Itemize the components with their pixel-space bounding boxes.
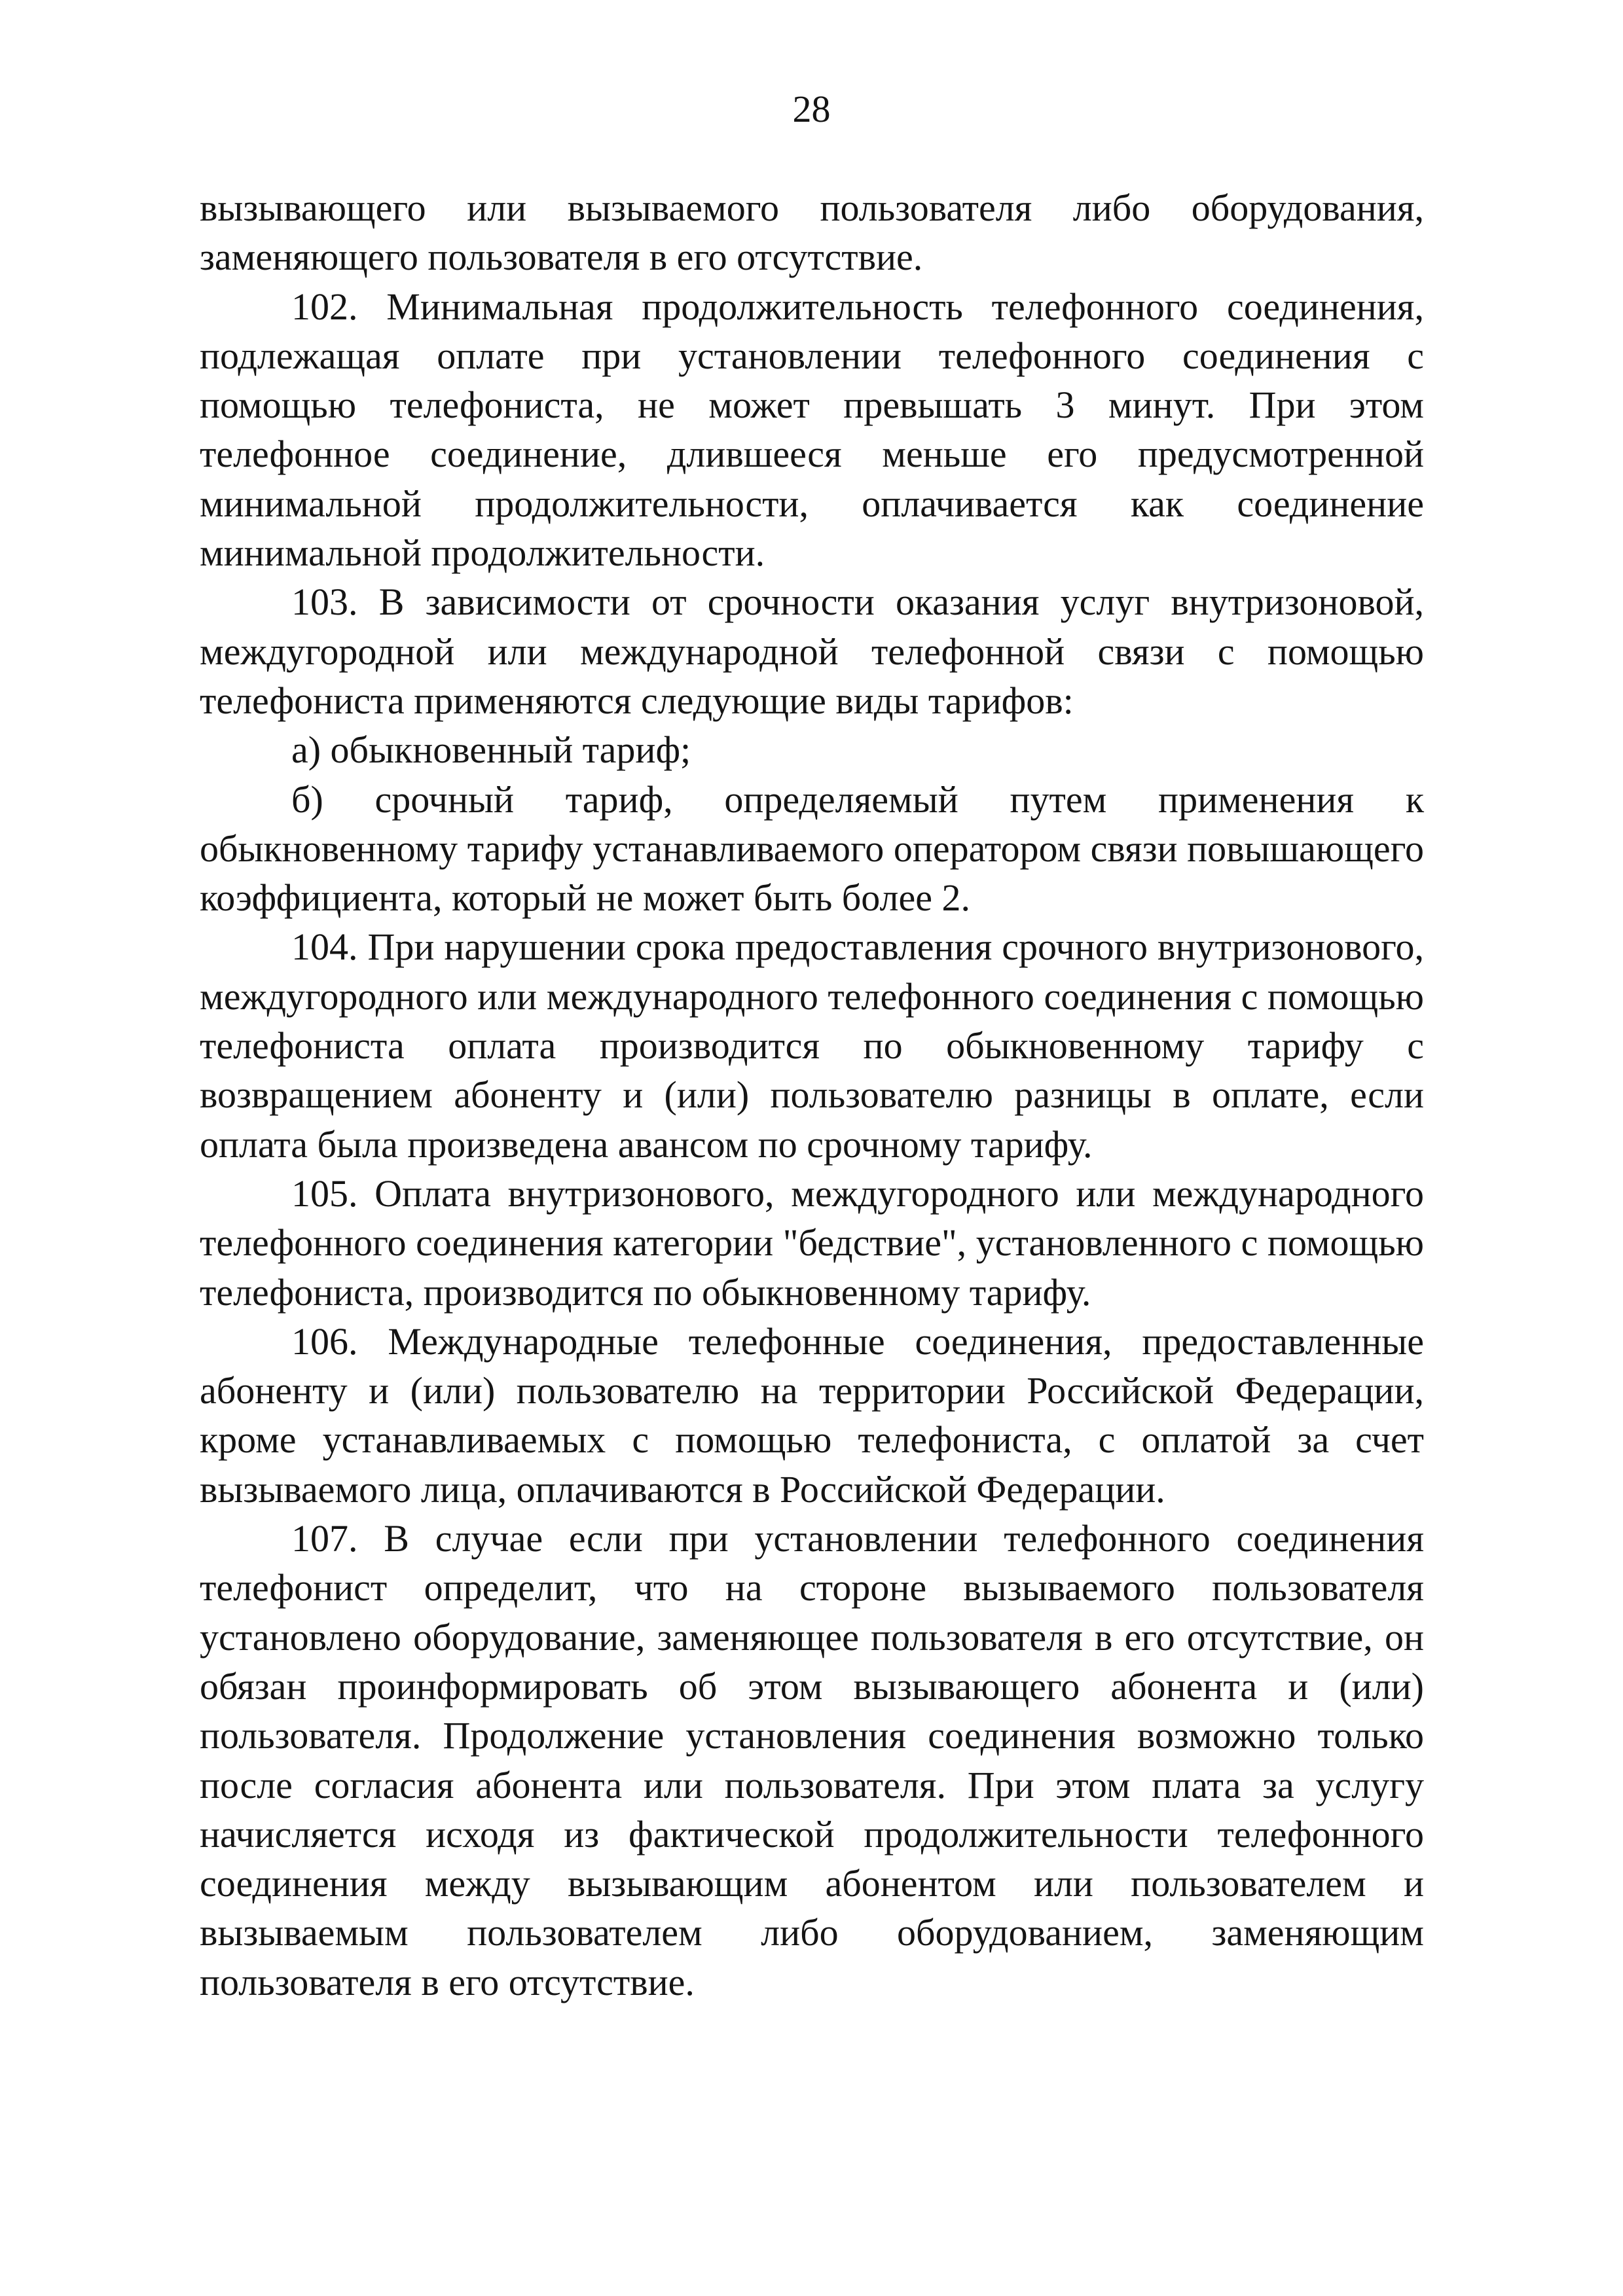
document-body xyxy=(200,183,1424,2007)
paragraph-104: 104. При нарушении срока предоставления срочного внутризонового, междугородного или международного телефонного соединения с помощью телефониста оплата производится по обыкновенному тарифу с возвращением абоненту и (или) пользователю разницы в оплате, если оплата была произведена авансом по срочному тарифу. xyxy=(200,925,1424,1166)
paragraph-103: 103. В зависимости от срочности оказания услуг внутризоновой, междугородной или международной телефонной связи с помощью телефониста применяются следующие виды тарифов: xyxy=(200,581,1424,722)
paragraph-105: 105. Оплата внутризонового, междугородного или международного телефонного соединения категории "бедствие", установленного с помощью телефониста, производится по обыкновенному тарифу. xyxy=(200,1172,1424,1314)
page-number: 28 xyxy=(792,88,831,130)
paragraph-103-a: а) обыкновенный тариф; xyxy=(291,728,691,772)
paragraph-continuation: вызывающего или вызываемого пользователя либо оборудования, заменяющего пользователя в его отсутствие. xyxy=(200,187,1424,279)
paragraph-106: 106. Международные телефонные соединения, предоставленные абоненту и (или) пользователю на территории Российской Федерации, кроме устанавливаемых с помощью телефониста, с оплатой за счет вызываемого лица, оплачиваются в Российской Федерации. xyxy=(200,1319,1424,1511)
paragraph-103-b: б) срочный тариф, определяемый путем применения к обыкновенному тарифу устанавливаемого оператором связи повышающего коэффициента, который не может быть более 2. xyxy=(200,778,1424,920)
paragraph-102: 102. Минимальная продолжительность телефонного соединения, подлежащая оплате при установлении телефонного соединения с помощью телефониста, не может превышать 3 минут. При этом телефонное соединение, длившееся меньше его предусмотренной минимальной продолжительности, оплачивается как соединение минимальной продолжительности. xyxy=(200,285,1424,575)
paragraph-107: 107. В случае если при установлении телефонного соединения телефонист определит, что на стороне вызываемого пользователя установлено оборудование, заменяющее пользователя в его отсутствие, он обязан проинформировать об этом вызывающего абонента и (или) пользователя. Продолжение установления соединения возможно только после согласия абонента или пользователя. При этом плата за услугу начисляется исходя из фактической продолжительности телефонного соединения между вызывающим абонентом или пользователем и вызываемым пользователем либо оборудованием, заменяющим пользователя в его отсутствие. xyxy=(200,1517,1424,2003)
